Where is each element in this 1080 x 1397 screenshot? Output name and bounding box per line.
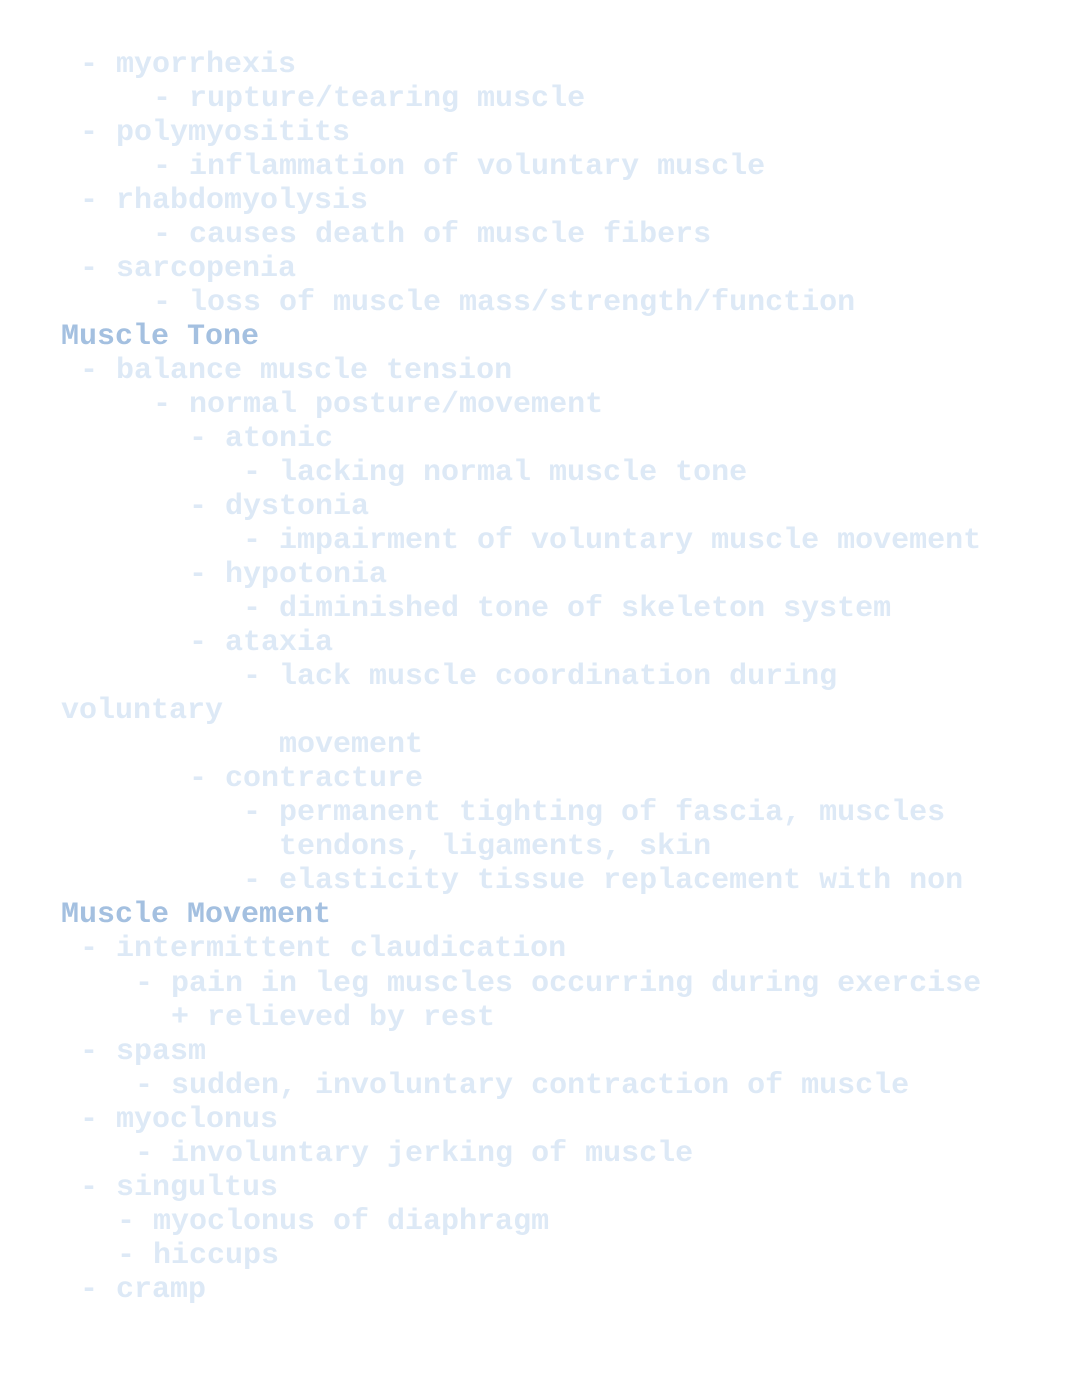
note-line: - involuntary jerking of muscle <box>135 1137 694 1171</box>
note-line: - hiccups <box>117 1239 280 1273</box>
note-line: - hypotonia <box>189 558 388 592</box>
note-line: - myoclonus of diaphragm <box>117 1205 550 1239</box>
note-line: - lack muscle coordination during <box>243 660 838 694</box>
note-line: + relieved by rest <box>171 1001 496 1035</box>
section-heading-muscle-tone: Muscle Tone <box>61 320 260 354</box>
note-line: - intermittent claudication <box>80 932 567 966</box>
note-line: - normal posture/movement <box>153 388 604 422</box>
note-line: - atonic <box>189 422 334 456</box>
note-line: tendons, ligaments, skin <box>279 830 712 864</box>
note-line: - sudden, involuntary contraction of muscle <box>135 1069 910 1103</box>
note-line: - singultus <box>80 1171 279 1205</box>
note-line: - diminished tone of skeleton system <box>243 592 892 626</box>
note-line: - ataxia <box>189 626 334 660</box>
note-line: - balance muscle tension <box>80 354 513 388</box>
note-line: movement <box>279 728 424 762</box>
note-line: - myoclonus <box>80 1103 279 1137</box>
note-line: - spasm <box>80 1035 207 1069</box>
note-line: - lacking normal muscle tone <box>243 456 748 490</box>
note-line: - pain in leg muscles occurring during exercise <box>135 967 982 1001</box>
note-line: - elasticity tissue replacement with non <box>243 864 964 898</box>
note-line: voluntary <box>61 694 224 728</box>
note-line: - rupture/tearing muscle <box>153 82 586 116</box>
note-line: - causes death of muscle fibers <box>153 218 712 252</box>
note-line: - loss of muscle mass/strength/function <box>153 286 856 320</box>
note-line: - dystonia <box>189 490 370 524</box>
note-line: - permanent tighting of fascia, muscles <box>243 796 946 830</box>
note-line: - impairment of voluntary muscle movement <box>243 524 982 558</box>
note-line: - contracture <box>189 762 424 796</box>
note-line: - sarcopenia <box>80 252 297 286</box>
note-line: - polymyositits <box>80 116 351 150</box>
note-line: - cramp <box>80 1273 207 1307</box>
note-line: - myorrhexis <box>80 48 297 82</box>
note-line: - inflammation of voluntary muscle <box>153 150 766 184</box>
note-line: - rhabdomyolysis <box>80 184 369 218</box>
section-heading-muscle-movement: Muscle Movement <box>61 898 332 932</box>
